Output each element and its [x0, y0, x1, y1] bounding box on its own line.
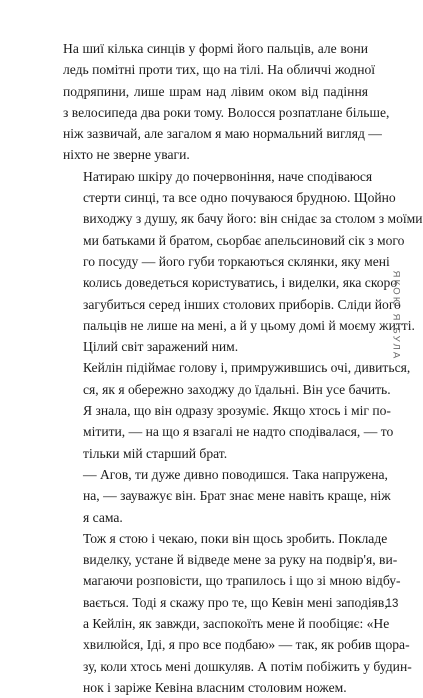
text-line: го посуду — його губи торкаються склянки, яку мені	[83, 253, 390, 269]
text-line: стерти синці, та все одно почуваюся брудною. Щойно	[83, 190, 396, 206]
text-line: виходжу з душу, як бачу його: він снідає за столом з моїми	[83, 211, 423, 227]
text-line: Натираю шкіру до почервоніння, наче сподіваюся	[83, 168, 373, 184]
paragraph	[63, 464, 391, 528]
running-head	[389, 250, 403, 380]
text-line: загубиться серед інших столових приборів. Сліди його	[83, 296, 401, 312]
text-line: Кейлін підіймає голову і, примружившись очі, дивиться,	[83, 360, 411, 376]
text-line: я сама.	[83, 509, 123, 525]
text-line: вається. Тоді я скажу про те, що Кевін мені заподіяв,	[83, 594, 388, 610]
text-line: ми батьками й братом, сьорбає апельсиновий сік з мого	[83, 232, 405, 248]
text-line: Тож я стою і чекаю, поки він щось зробить. Покладе	[83, 530, 388, 546]
text-line: виделку, устане й відведе мене за руку на подвір'я, ви-	[83, 552, 398, 568]
text-line: зу, коли хтось мені дошкуляв. А потім побіжить у будин-	[83, 658, 412, 674]
paragraph	[63, 38, 390, 166]
text-line: Я знала, що він одразу зрозуміє. Якщо хтось і міг по-	[83, 403, 391, 419]
text-line: з велосипеда два роки тому. Волосся розпатлане більше,	[63, 104, 390, 120]
page-number: 13	[385, 598, 399, 610]
text-line: хвилюйся, Іді, я про все подбаю» — так, як робив щора-	[83, 637, 410, 653]
text-line: пальців не лише на мені, а й у цьому домі й моєму житті.	[83, 317, 415, 333]
running-head-title: ЯКОЮ Я БУЛА	[390, 270, 402, 360]
text-line: нок і заріже Кевіна власним столовим ножем.	[83, 679, 347, 695]
text-line: ледь помітні проти тих, що на тілі. На обличчі жодної	[63, 62, 376, 78]
text-line: мітити, — на що я взагалі не надто сподівалася, — то	[83, 424, 394, 440]
text-line: магаючи розповісти, що трапилось і що зі мною відбу-	[83, 573, 401, 589]
text-line: а Кейлін, як завжди, заспокоїть мене й пообіцяє: «Не	[83, 616, 390, 632]
text-line: на, — зауважує він. Брат знає мене навіть краще, ніж	[83, 488, 391, 504]
text-line: колись доведеться користуватись, і виделки, яка скоро	[83, 275, 398, 291]
paragraph	[63, 357, 411, 463]
text-line: ся, як я обережно заходжу до їдальні. Він усе бачить.	[83, 381, 391, 397]
text-line: тільки мій старший брат.	[83, 445, 228, 461]
text-line: На шиї кілька синців у формі його пальців, але вони	[63, 41, 368, 56]
text-line: — Агов, ти дуже дивно поводишся. Така напружена,	[83, 466, 388, 482]
text-line: ніж зазвичай, але загалом я маю нормальний вигляд —	[63, 126, 382, 142]
text-line: Цілий світ заражений ним.	[83, 339, 239, 355]
text-line: ніхто не зверне уваги.	[63, 147, 190, 163]
text-line: подряпини, лише шрам над лівим оком від падіння	[63, 83, 368, 99]
